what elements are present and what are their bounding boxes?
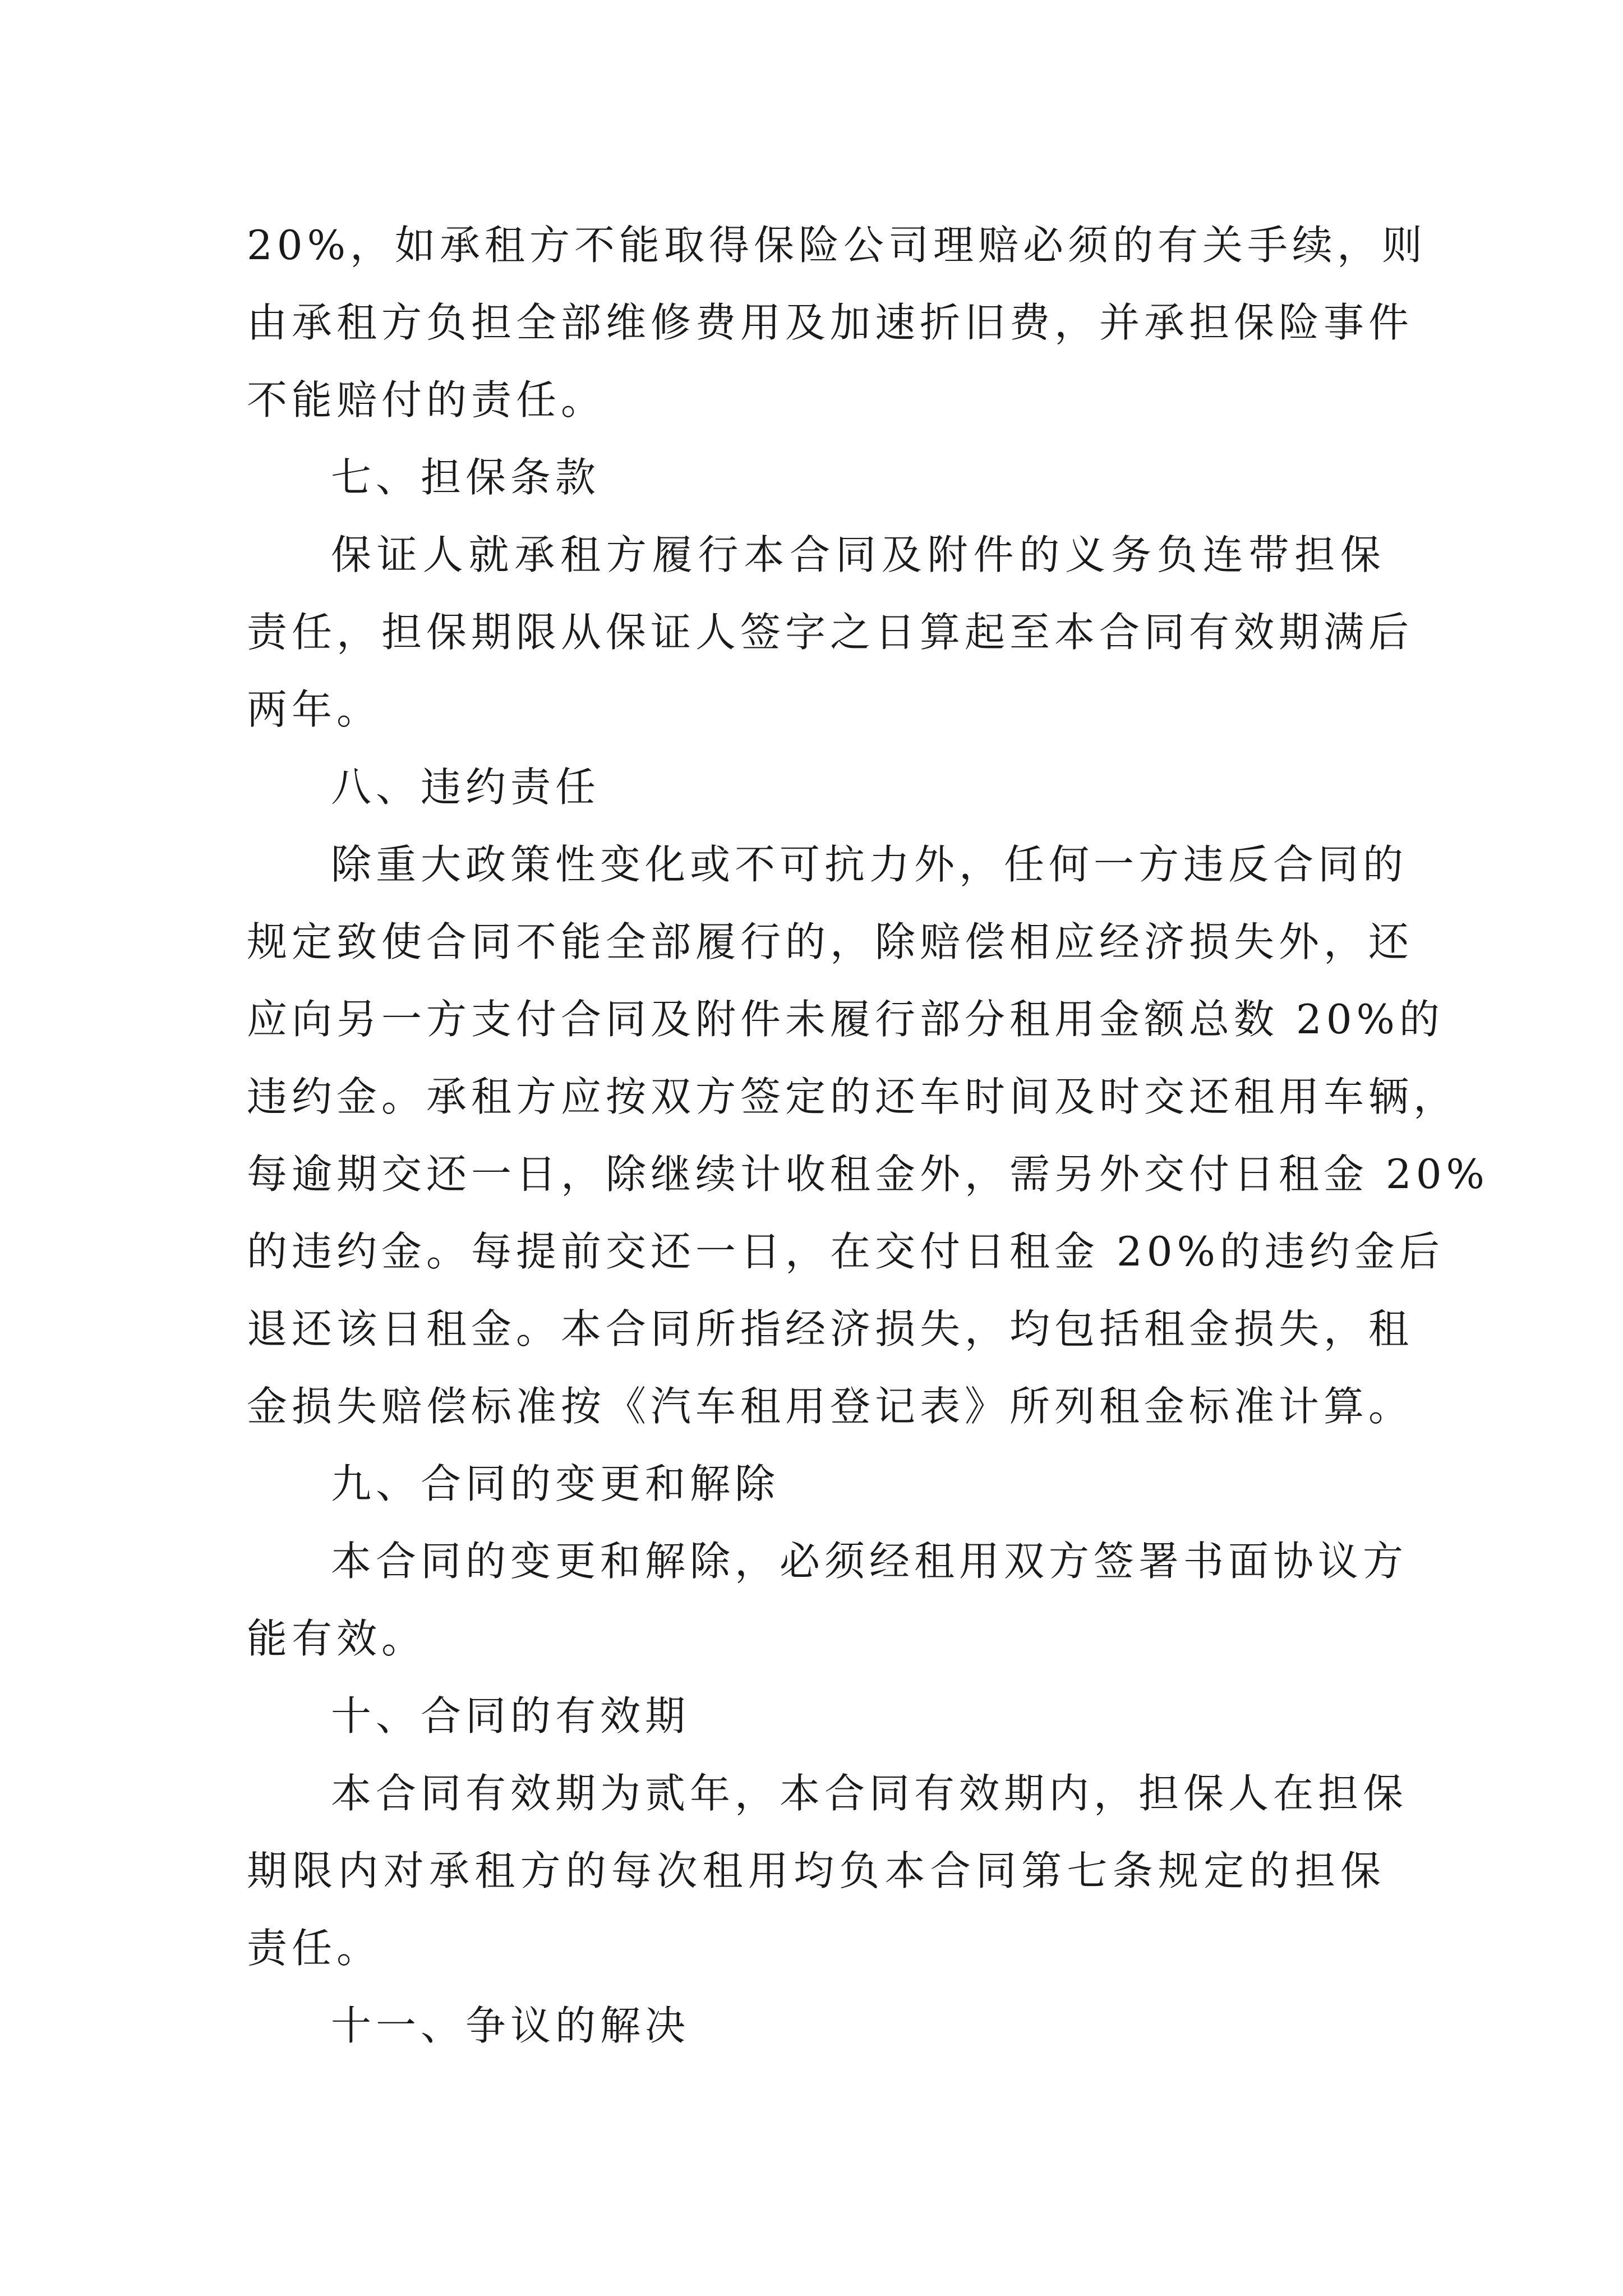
text-line: 本合同的变更和解除，必须经租用双方签署书面协议方 [331, 1538, 1408, 1585]
text-line: 退还该日租金。本合同所指经济损失，均包括租金损失，租 [247, 1305, 1414, 1352]
text-line: 能有效。 [247, 1615, 427, 1662]
text-line: 不能赔付的责任。 [247, 376, 606, 424]
text-line: 违约金。承租方应按双方签定的还车时间及时交还租用车辆， [247, 1073, 1459, 1120]
text-line: 期限内对承租方的每次租用均负本合同第七条规定的担保 [247, 1847, 1385, 1894]
text-line: 十、合同的有效期 [331, 1692, 690, 1740]
text-line: 两年。 [247, 686, 382, 733]
text-line: 除重大政策性变化或不可抗力外，任何一方违反合同的 [331, 841, 1408, 888]
text-line: 金损失赔偿标准按《汽车租用登记表》所列租金标准计算。 [247, 1383, 1414, 1430]
text-line: 每逾期交还一日，除继续计收租金外，需另外交付日租金 20% [247, 1151, 1489, 1198]
contract-body-text [247, 206, 1489, 2064]
text-line: 十一、争议的解决 [331, 2002, 690, 2049]
text-line: 本合同有效期为贰年，本合同有效期内，担保人在担保 [331, 1770, 1408, 1817]
text-line: 应向另一方支付合同及附件未履行部分租用金额总数 20%的 [247, 996, 1444, 1043]
text-line: 八、违约责任 [331, 763, 601, 811]
text-line: 九、合同的变更和解除 [331, 1460, 780, 1507]
text-line: 20%，如承租方不能取得保险公司理赔必须的有关手续，则 [247, 222, 1427, 269]
text-line: 规定致使合同不能全部履行的，除赔偿相应经济损失外，还 [247, 918, 1414, 965]
text-line: 责任，担保期限从保证人签字之日算起至本合同有效期满后 [247, 609, 1414, 656]
text-line: 的违约金。每提前交还一日，在交付日租金 20%的违约金后 [247, 1228, 1444, 1275]
text-line: 七、担保条款 [331, 454, 601, 501]
text-line: 责任。 [247, 1925, 382, 1972]
text-line: 保证人就承租方履行本合同及附件的义务负连带担保 [331, 531, 1385, 578]
text-line: 由承租方负担全部维修费用及加速折旧费，并承担保险事件 [247, 299, 1414, 346]
